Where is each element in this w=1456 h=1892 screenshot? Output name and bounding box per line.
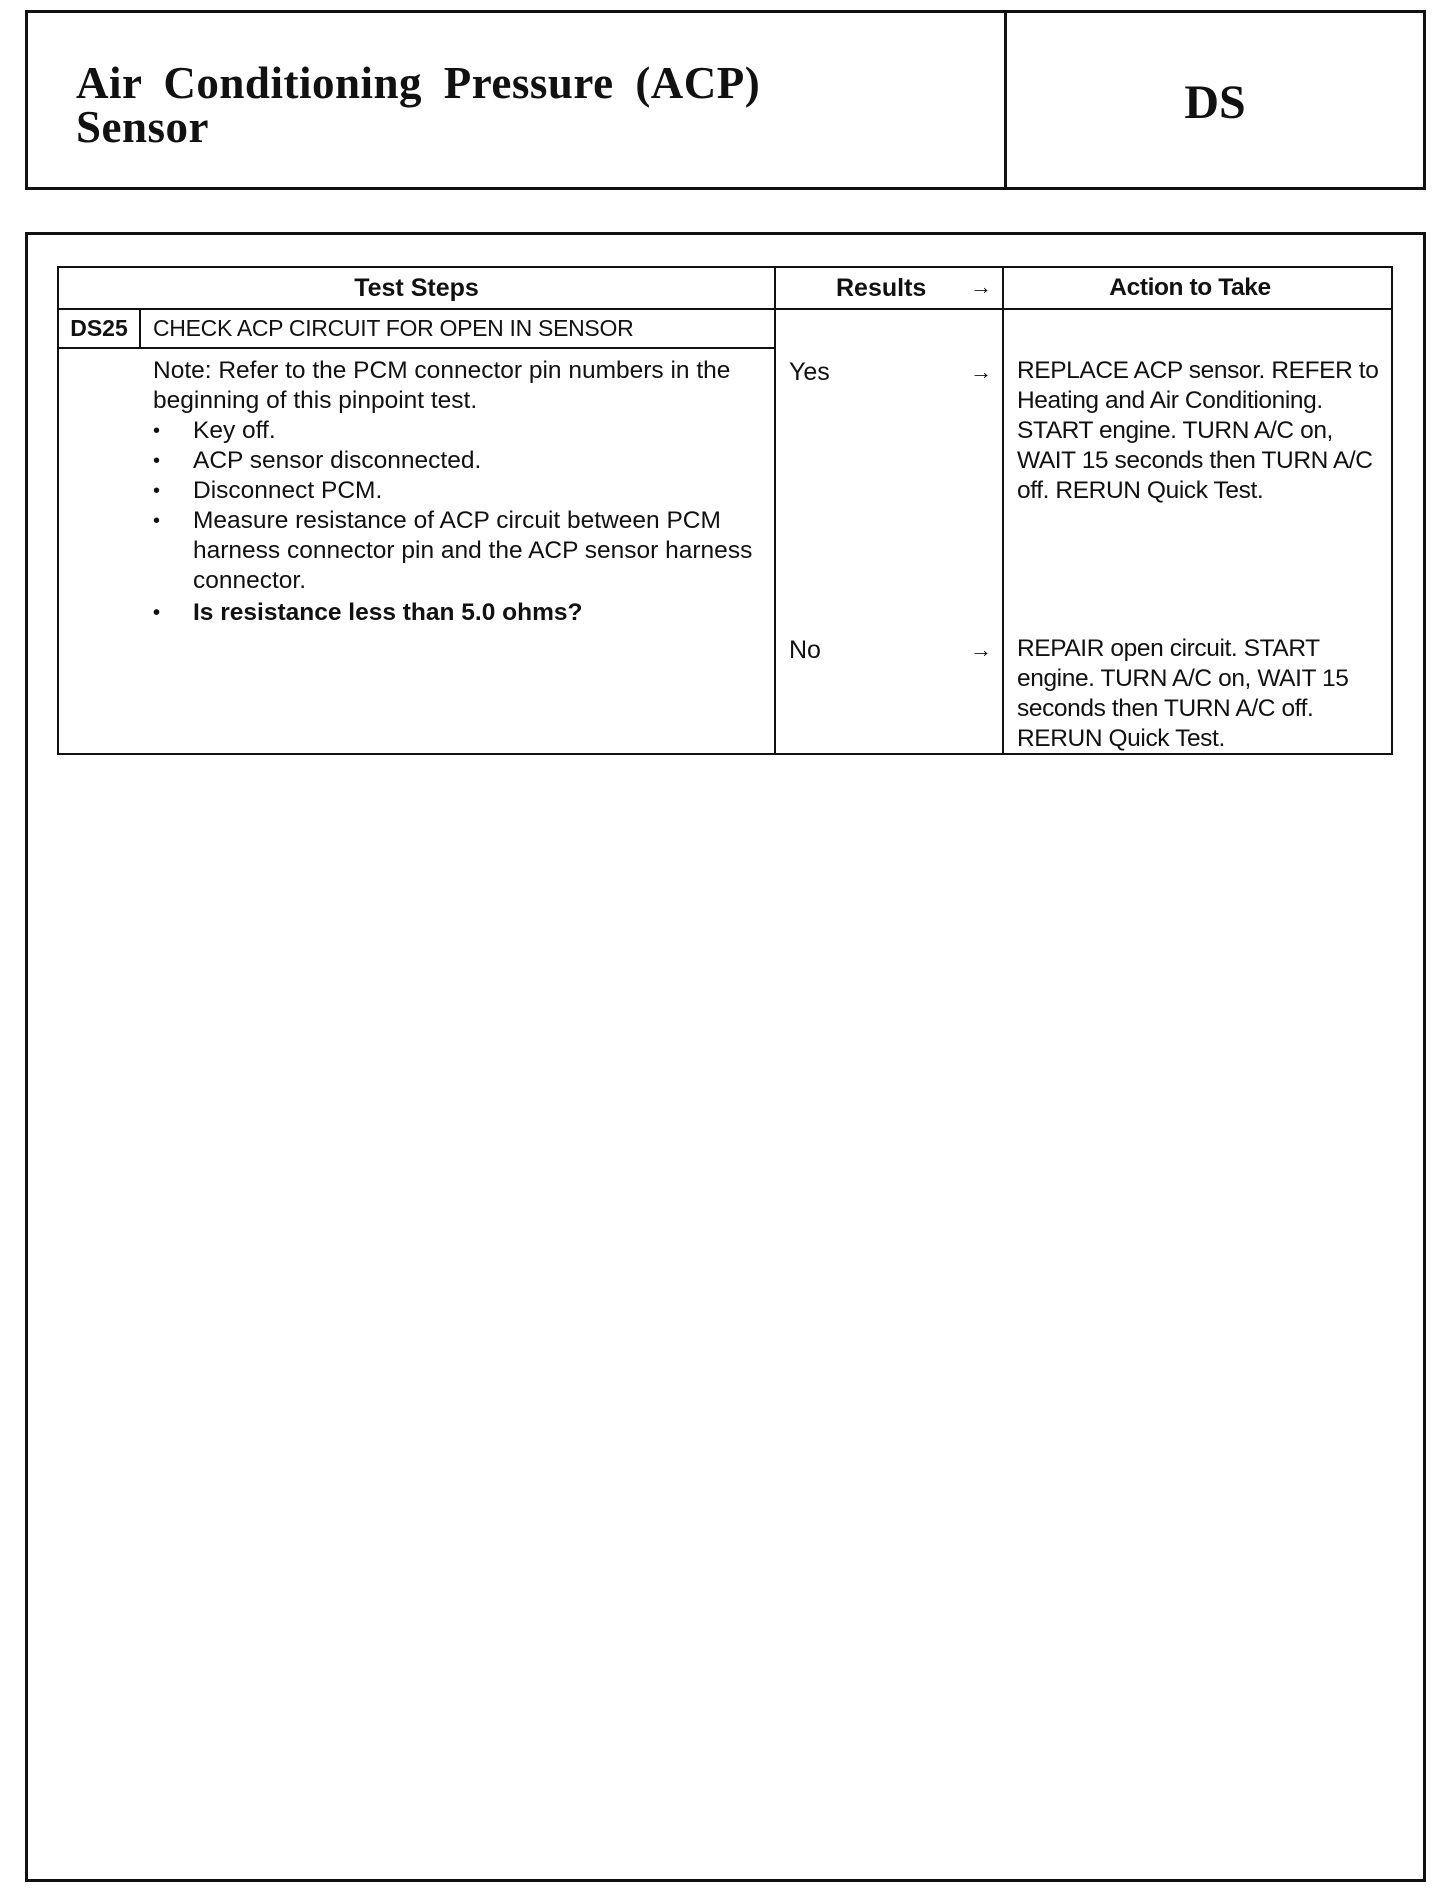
page-header	[25, 10, 1426, 190]
section-code: DS	[1184, 75, 1246, 129]
result-no-arrow-icon: →	[970, 637, 992, 662]
step-title: CHECK ACP CIRCUIT FOR OPEN IN SENSOR	[153, 315, 634, 341]
column-divider-2	[1002, 268, 1004, 753]
header-arrow-icon: →	[970, 274, 992, 299]
action-no: REPAIR open circuit. START engine. TURN A/C on, WAIT 15 seconds then TURN A/C off. RERUN Quick Test.	[1017, 635, 1349, 752]
list-item: • Key off.	[153, 416, 753, 446]
step-question: • Is resistance less than 5.0 ohms?	[153, 598, 753, 628]
step-title-rule	[59, 347, 774, 349]
title-line-1: Air Conditioning Pressure (ACP)	[76, 58, 761, 108]
step-bullet-list	[153, 416, 753, 628]
column-header-test-steps: Test Steps	[354, 273, 479, 302]
column-header-results: Results	[836, 273, 927, 302]
test-step-table	[57, 266, 1393, 755]
step-note: Note: Refer to the PCM connector pin numbers in the beginning of this pinpoint test.	[153, 357, 731, 414]
list-item: • Disconnect PCM.	[153, 476, 753, 506]
list-item: • ACP sensor disconnected.	[153, 446, 753, 476]
step-id: DS25	[59, 310, 141, 347]
column-divider-1	[774, 268, 776, 753]
column-header-action: Action to Take	[1109, 274, 1271, 301]
result-yes: Yes	[789, 358, 830, 386]
action-yes: REPLACE ACP sensor. REFER to Heating and Air Conditioning. START engine. TURN A/C on, WAIT 15 seconds then TURN A/C off. RERUN Quick Test.	[1017, 357, 1379, 504]
list-item: • Measure resistance of ACP circuit between PCM harness connector pin and the ACP sensor harness connector.	[153, 506, 753, 596]
page-title	[76, 58, 976, 152]
result-no: No	[789, 636, 821, 664]
result-yes-arrow-icon: →	[970, 359, 992, 384]
title-line-2: Sensor	[76, 102, 210, 152]
